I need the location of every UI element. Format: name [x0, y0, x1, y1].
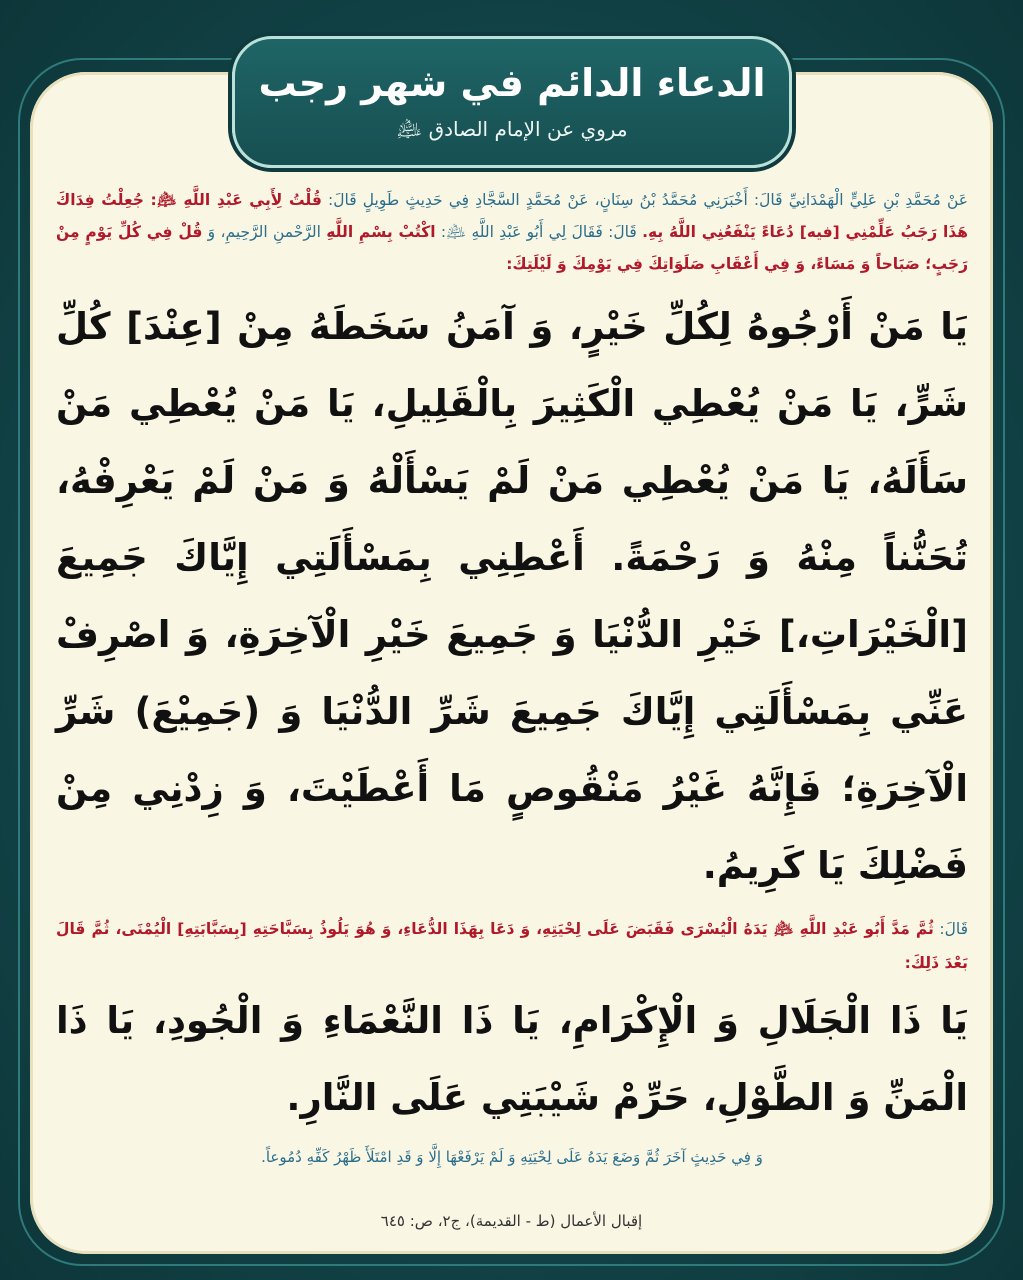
title-banner: [232, 36, 792, 168]
intro-text-2: قَالَ: فَقَالَ لِي أَبُو عَبْدِ اللَّهِ ﵇:: [435, 223, 643, 241]
intro-emphasis-3: قُلْ فِي كُلِّ يَوْمٍ مِنْ رَجَبٍ؛ صَبَاحاً وَ مَسَاءً، وَ فِي أَعْقَابِ صَلَوَاتِكَ فِي يَوْمِكَ وَ لَيْلَتِكَ:: [56, 223, 968, 273]
dua-second-text: يَا ذَا الْجَلَالِ وَ الْإِكْرَامِ، يَا ذَا النَّعْمَاءِ وَ الْجُودِ، يَا ذَا الْمَنِّ وَ الطَّوْلِ، حَرِّمْ شَيْبَتِي عَلَى النَّارِ.: [56, 999, 968, 1119]
intro-text-1: عَنْ مُحَمَّدِ بْنِ عَلِيٍّ الْهَمْدَانِيِّ قَالَ: أَخْبَرَنِي مُحَمَّدُ بْنُ سِنَانٍ، عَنْ مُحَمَّدٍ السَّجَّادِ فِي حَدِيثٍ طَوِيلٍ قَالَ:: [321, 191, 968, 209]
page-subtitle: مروي عن الإمام الصادق ﵇: [396, 116, 628, 141]
content-body: [56, 176, 968, 1166]
description-text-1: قَالَ:: [933, 920, 969, 938]
page-title: الدعاء الدائم في شهر رجب: [258, 61, 766, 105]
source-citation: إقبال الأعمال (ط - القديمة)، ج٢، ص: ٦٤٥: [380, 1212, 643, 1230]
closing-note: وَ فِي حَدِيثٍ آخَرَ ثُمَّ وَضَعَ يَدَهُ عَلَى لِحْيَتِهِ وَ لَمْ يَرْفَعْهَا إِلَّا وَ قَدِ امْتَلَأَ ظَهْرُ كَفِّهِ دُمُوعاً.: [261, 1148, 763, 1166]
intro-emphasis-2: اكْتُبْ بِسْمِ اللَّهِ: [326, 223, 436, 241]
dua-main-text: يَا مَنْ أَرْجُوهُ لِكُلِّ خَيْرٍ، وَ آمَنُ سَخَطَهُ مِنْ [عِنْدَ] كُلِّ شَرٍّ، يَا مَنْ يُعْطِي الْكَثِيرَ بِالْقَلِيلِ، يَا مَنْ يُعْطِي مَنْ سَأَلَهُ، يَا مَنْ يُعْطِي مَنْ لَمْ يَسْأَلْهُ وَ مَنْ لَمْ يَعْرِفْهُ، تُحَنُّناً مِنْهُ وَ رَحْمَةً. أَعْطِنِي بِمَسْأَلَتِي إِيَّاكَ جَمِيعَ [الْخَيْرَاتِ،] خَيْرِ الدُّنْيَا وَ جَمِيعَ خَيْرِ الْآخِرَةِ، وَ اصْرِفْ عَنِّي بِمَسْأَلَتِي إِيَّاكَ جَمِيعَ شَرِّ الدُّنْيَا وَ (جَمِيْعَ) شَرِّ الْآخِرَةِ؛ فَإِنَّهُ غَيْرُ مَنْقُوصٍ مَا أَعْطَيْتَ، وَ زِدْنِي مِنْ فَضْلِكَ يَا كَرِيمُ.: [56, 305, 968, 887]
description-narration: [56, 912, 968, 980]
intro-emphasis-1: قُلْتُ لِأَبِي عَبْدِ اللَّهِ ﵇: جُعِلْتُ فِدَاكَ هَذَا رَجَبُ عَلِّمْنِي [فيه] دُعَاءً يَنْفَعُنِي اللَّهُ بِهِ.: [56, 191, 968, 241]
intro-text-3: الرَّحْمنِ الرَّحِيمِ، وَ: [202, 223, 327, 241]
intro-narration: [56, 184, 968, 280]
description-emphasis-1: ثُمَّ مَدَّ أَبُو عَبْدِ اللَّهِ ﵇ يَدَهُ الْيُسْرَى فَقَبَضَ عَلَى لِحْيَتِهِ، وَ دَعَا بِهَذَا الدُّعَاءِ، وَ هُوَ يَلُوذُ بِسَبَّاحَتِهِ [بِسَبَّابَتِهِ] الْيُمْنَى، ثُمَّ قَالَ بَعْدَ ذَلِكَ:: [56, 920, 968, 972]
